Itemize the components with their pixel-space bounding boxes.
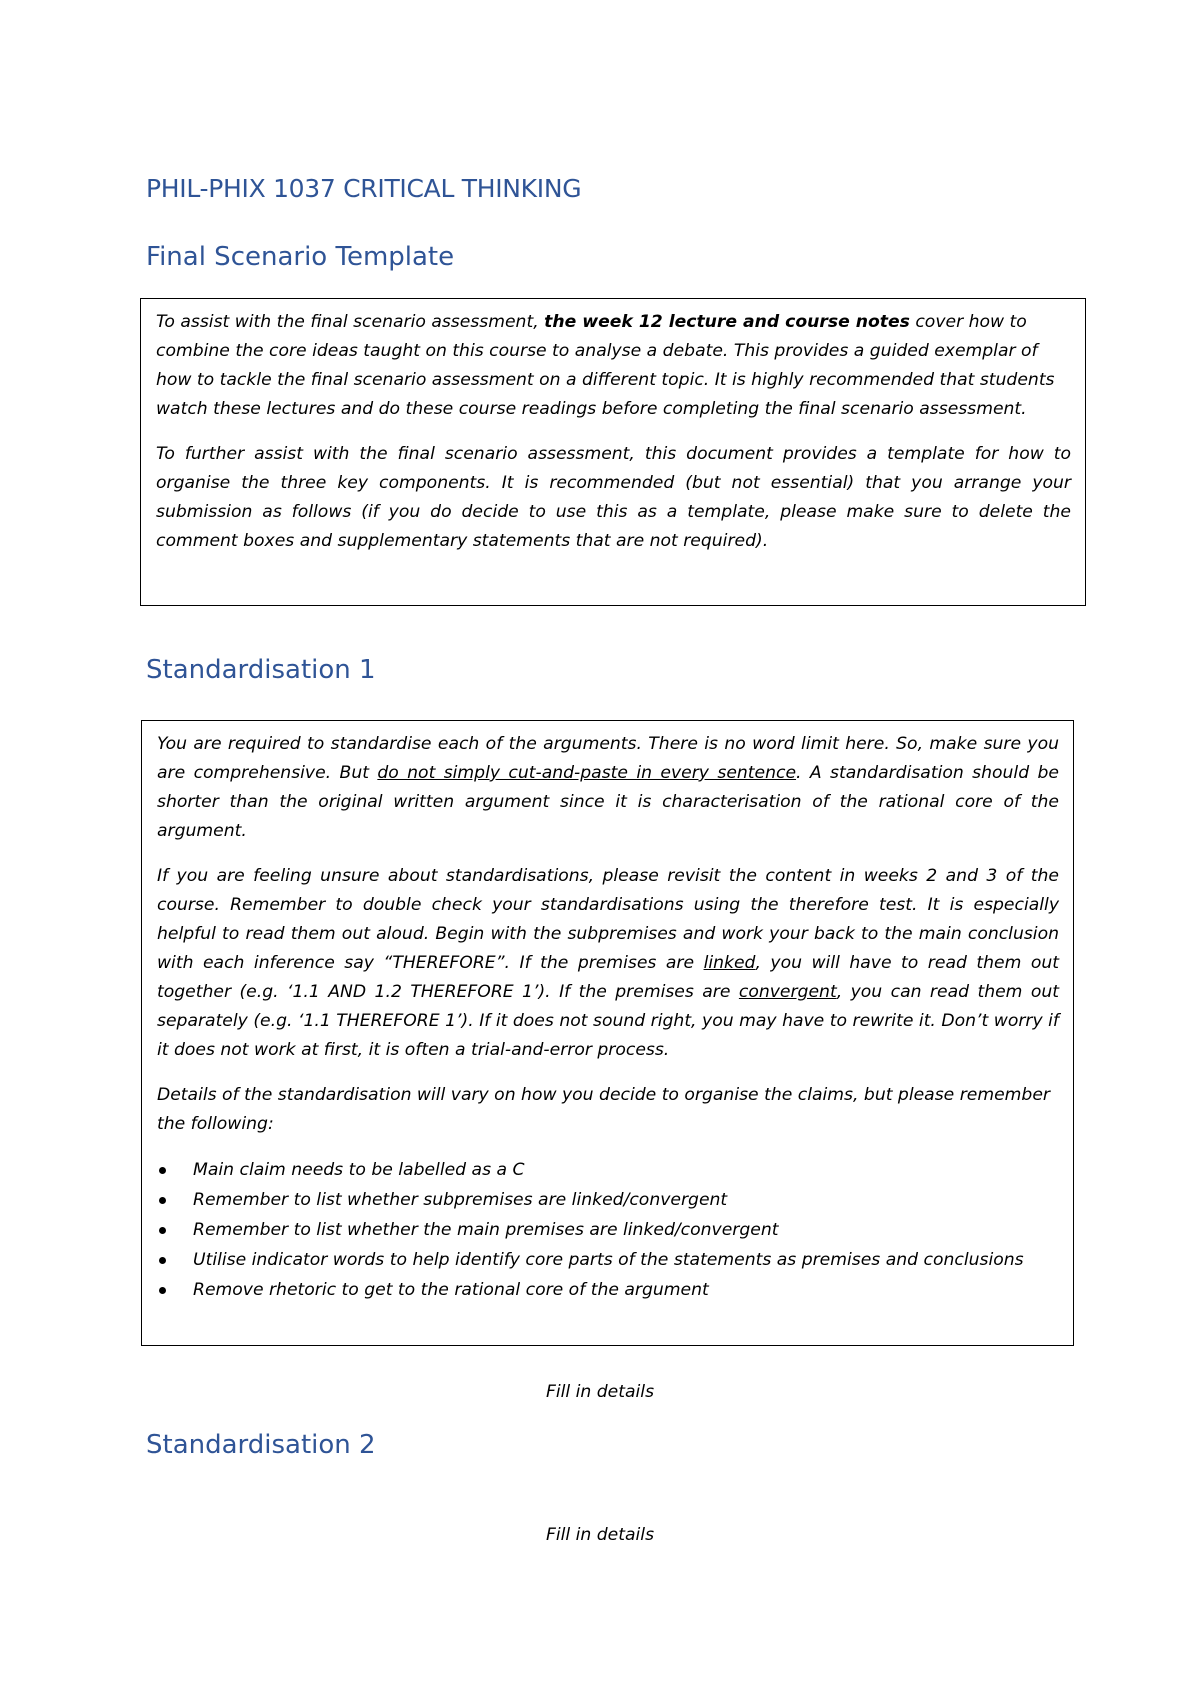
intro-paragraph-1: [156, 308, 1071, 424]
std1-p1-text-b: . A standardisation should be shorter than the original written argument since it is characterisation of the rational core of the argument.: [157, 763, 1059, 841]
intro-paragraph-2: To further assist with the final scenario assessment, this document provides a template for how to organise the three key components. It is recommended (but not essential) that you arrange your submission as follows (if you do decide to use this as a template, please make sure to delete the comment boxes and supplementary statements that are not required).: [156, 444, 1071, 551]
list-item-text: Remember to list whether subpremises are linked/convergent: [193, 1190, 728, 1210]
std1-p1-text-a: You are required to standardise each of the arguments. There is no word limit here. So, make sure you are comprehensive. But: [157, 734, 1059, 783]
std1-p2-linked: linked: [703, 953, 756, 973]
bullet-dot-icon: [159, 1167, 166, 1174]
standardisation-1-fill-placeholder: Fill in details: [545, 1382, 655, 1402]
std1-p2-text-a: If you are feeling unsure about standardisations, please revisit the content in weeks 2 and 3 of the course. Remember to double check your standardisations using the therefore test. It is especially helpful to read them out aloud. Begin with the subpremises and work your back to the main conclusion with each inference say “THEREFORE”. If the premises are: [157, 866, 1059, 973]
list-item-text: Remember to list whether the main premises are linked/convergent: [193, 1220, 779, 1240]
list-item: [157, 1275, 1059, 1305]
list-item: [157, 1185, 1059, 1215]
list-item-text: Remove rhetoric to get to the rational core of the argument: [193, 1280, 709, 1300]
list-item: [157, 1215, 1059, 1245]
list-item-text: Main claim needs to be labelled as a C: [193, 1160, 525, 1180]
document-title: PHIL-PHIX 1037 CRITICAL THINKING: [146, 174, 582, 203]
std1-p2-text-c: , you can read them out separately (e.g. ‘1.1 THEREFORE 1’). If it does not sound right, you may have to rewrite it. Don’t worry if it does not work at first, it is often a trial-and-error process.: [157, 982, 1059, 1060]
bullet-dot-icon: [159, 1197, 166, 1204]
std1-paragraph-3: Details of the standardisation will vary on how you decide to organise the claims, but please remember the following:: [157, 1085, 1050, 1134]
standardisation-2-heading: Standardisation 2: [146, 1430, 376, 1460]
intro-comment-box: [140, 298, 1086, 606]
std1-p2-text-b: , you will have to read them out together (e.g. ‘1.1 AND 1.2 THEREFORE 1’). If the premises are: [157, 953, 1059, 1002]
bullet-dot-icon: [159, 1287, 166, 1294]
standardisation-2-fill-placeholder: Fill in details: [545, 1525, 655, 1545]
bullet-dot-icon: [159, 1257, 166, 1264]
list-item: [157, 1155, 1059, 1185]
document-subtitle: Final Scenario Template: [146, 242, 455, 272]
list-item-text: Utilise indicator words to help identify core parts of the statements as premises and conclusions: [193, 1250, 1024, 1270]
std1-bullet-list: [157, 1155, 1059, 1305]
std1-paragraph-1: [157, 730, 1059, 846]
standardisation-1-comment-box: [141, 720, 1074, 1346]
intro-p1-bold: the week 12 lecture and course notes: [544, 312, 910, 332]
bullet-dot-icon: [159, 1227, 166, 1234]
intro-p1-text-b: cover how to combine the core ideas taught on this course to analyse a debate. This provides a guided exemplar of how to tackle the final scenario assessment on a different topic. It is highly recommended that students watch these lectures and do these course readings before completing the final scenario assessment.: [156, 312, 1055, 419]
std1-paragraph-2: [157, 862, 1059, 1065]
list-item: [157, 1245, 1059, 1275]
std1-p2-convergent: convergent: [738, 982, 837, 1002]
std1-p1-underline: do not simply cut-and-paste in every sentence: [377, 763, 797, 783]
intro-p1-text-a: To assist with the final scenario assessment,: [156, 312, 545, 332]
standardisation-1-heading: Standardisation 1: [146, 655, 376, 685]
